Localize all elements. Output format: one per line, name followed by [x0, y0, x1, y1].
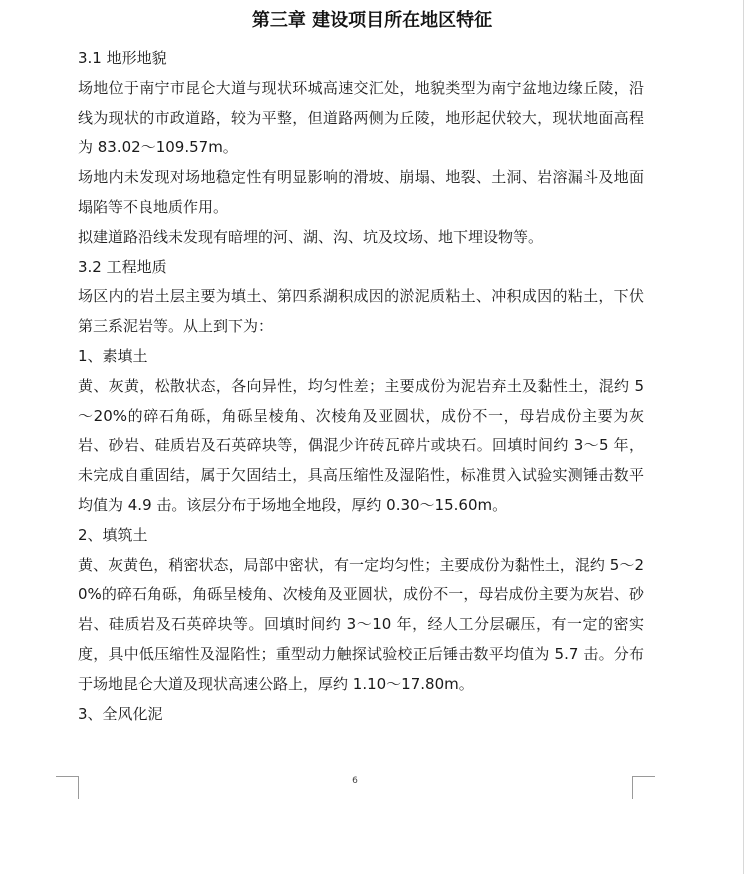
- margin-corner-bottom-right: [632, 776, 655, 799]
- subheading-compacted-fill: 2、填筑土: [78, 525, 148, 544]
- section-heading-3-2: 3.2 工程地质: [78, 257, 167, 276]
- paragraph-soil-layers: 场区内的岩土层主要为填土、第四系湖积成因的淤泥质粘土、冲积成因的粘土，下伏第三系泥岩等。从上到下为：: [78, 287, 644, 336]
- page-number: 6: [352, 776, 358, 786]
- paragraph-compacted-fill: 黄、灰黄色，稍密状态，局部中密状，有一定均匀性；主要成份为黏性土，混约 5～20%的碎石角砾，角砾呈棱角、次棱角及亚圆状，成份不一，母岩成份主要为灰岩、砂岩、硅质岩及石英碎块等。回填时间约 3～10 年，经人工分层碾压，有一定的密实度，具中低压缩性及湿陷性；重型动力触探试验校正后锤击数平均值为 5.7 击。分布于场地昆仑大道及现状高速公路上，厚约 1.10～17.80m。: [78, 555, 644, 693]
- paragraph-terrain: 场地位于南宁市昆仑大道与现状环城高速交汇处，地貌类型为南宁盆地边缘丘陵，沿线为现状的市政道路，较为平整，但道路两侧为丘陵，地形起伏较大，现状地面高程为 83.02～109.57m。: [78, 78, 644, 157]
- margin-corner-bottom-left: [56, 776, 79, 799]
- section-heading-3-1: 3.1 地形地貌: [78, 49, 167, 67]
- page-title: 第三章 建设项目所在地区特征: [251, 10, 493, 31]
- subheading-plain-fill: 1、素填土: [78, 346, 148, 365]
- paragraph-buried-objects: 拟建道路沿线未发现有暗埋的河、湖、沟、坑及坟场、地下埋设物等。: [78, 227, 544, 246]
- subheading-weathered-mudstone: 3、全风化泥: [78, 704, 163, 723]
- paragraph-plain-fill: 黄、灰黄，松散状态，各向异性，均匀性差；主要成份为泥岩弃土及黏性土，混约 5～20%的碎石角砾，角砾呈棱角、次棱角及亚圆状，成份不一，母岩成份主要为灰岩、砂岩、硅质岩及石英碎块等，偶混少许砖瓦碎片或块石。回填时间约 3～5 年，未完成自重固结，属于欠固结土，具高压缩性及湿陷性，标准贯入试验实测锤击数平均值为 4.9 击。该层分布于场地全地段，厚约 0.30～15.60m。: [78, 376, 644, 514]
- document-body: [78, 44, 644, 729]
- paragraph-geologic-hazards: 场地内未发现对场地稳定性有明显影响的滑坡、崩塌、地裂、土洞、岩溶漏斗及地面塌陷等不良地质作用。: [78, 168, 644, 216]
